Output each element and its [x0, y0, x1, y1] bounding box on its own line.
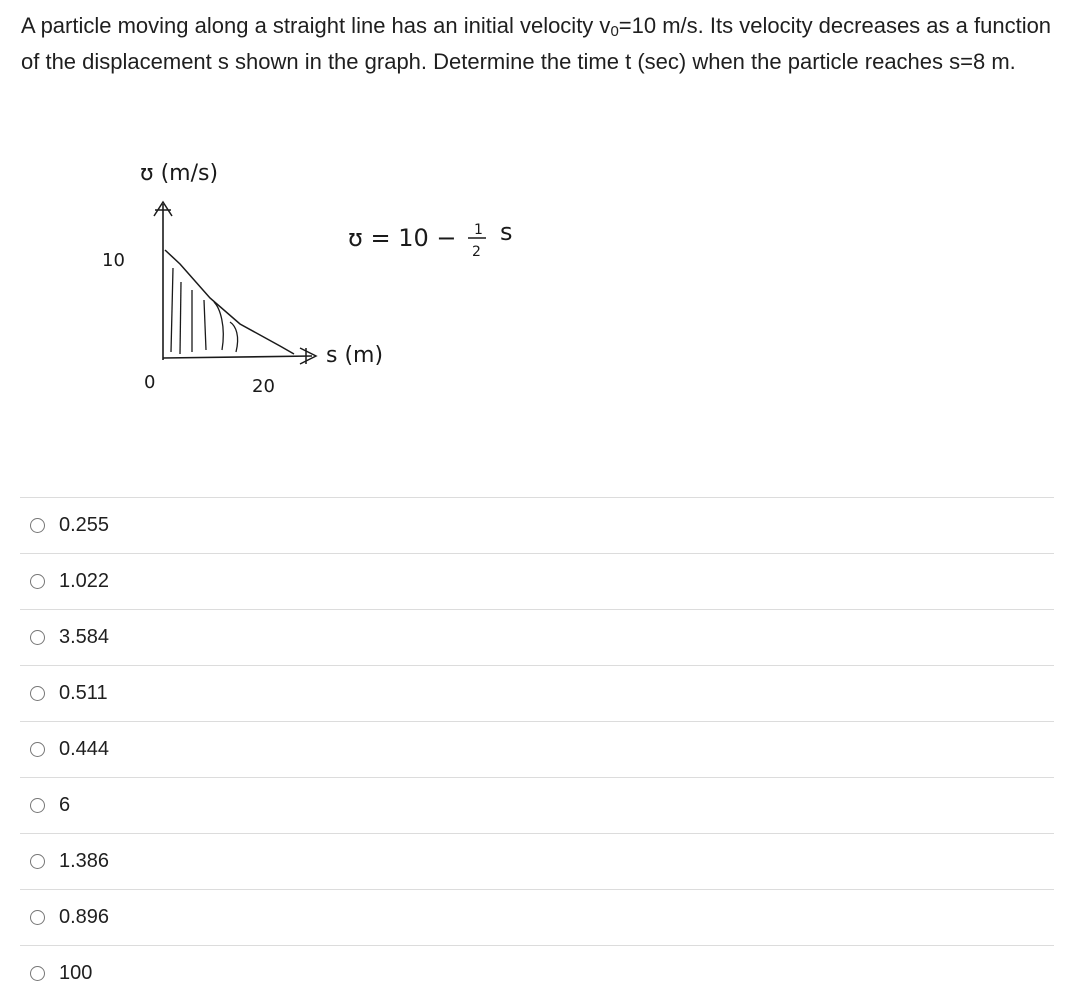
- x-tick-label: 20: [252, 376, 275, 397]
- velocity-graph: [80, 140, 483, 410]
- x-axis-line: [163, 356, 312, 358]
- answer-option-label: 6: [59, 794, 71, 816]
- answer-option-label: 1.022: [59, 570, 110, 592]
- answer-option-label: 0.255: [59, 514, 110, 536]
- answer-option[interactable]: [20, 665, 1054, 721]
- answer-option[interactable]: [20, 777, 1054, 833]
- question-text: [21, 8, 1061, 80]
- question-subscript: 0: [610, 23, 619, 40]
- equation-lhs: ʊ = 10 −: [348, 224, 457, 252]
- answer-option[interactable]: [20, 721, 1054, 777]
- graph-svg: [80, 140, 483, 410]
- equation-variable-wrap: [500, 218, 513, 246]
- y-axis-label: ʊ (m/s): [140, 161, 219, 186]
- question-part-2: =10 m/s. Its velocity decreases as a function of the displacement s shown in the graph. Determine the time t (sec) when the particle reaches s=8 m.: [21, 13, 1052, 74]
- radio-button[interactable]: [30, 966, 45, 981]
- answer-option-label: 0.896: [59, 906, 110, 928]
- answer-option[interactable]: [20, 945, 1054, 1001]
- hatched-area: [171, 268, 238, 354]
- answer-option[interactable]: [20, 609, 1054, 665]
- radio-button[interactable]: [30, 574, 45, 589]
- answer-option[interactable]: [20, 553, 1054, 609]
- answer-option[interactable]: [20, 889, 1054, 945]
- question-part-1: A particle moving along a straight line has an initial velocity v: [21, 13, 611, 38]
- velocity-line: [165, 250, 294, 354]
- answer-option-label: 3.584: [59, 626, 110, 648]
- radio-button[interactable]: [30, 798, 45, 813]
- radio-button[interactable]: [30, 854, 45, 869]
- answer-option-label: 0.511: [59, 682, 108, 704]
- radio-button[interactable]: [30, 630, 45, 645]
- equation-variable: s: [500, 218, 513, 246]
- origin-label: 0: [144, 372, 156, 393]
- equation-denominator: 2: [472, 244, 481, 260]
- answer-option[interactable]: [20, 833, 1054, 889]
- radio-button[interactable]: [30, 686, 45, 701]
- x-axis-label: s (m): [326, 343, 384, 368]
- answer-option-label: 1.386: [59, 850, 110, 872]
- radio-button[interactable]: [30, 910, 45, 925]
- answer-option-label: 100: [59, 962, 93, 984]
- answer-option-label: 0.444: [59, 738, 110, 760]
- radio-button[interactable]: [30, 518, 45, 533]
- y-tick-label: 10: [102, 250, 125, 271]
- answer-option[interactable]: [20, 497, 1054, 553]
- answer-options: [20, 497, 1054, 1001]
- radio-button[interactable]: [30, 742, 45, 757]
- equation-numerator: 1: [474, 222, 483, 238]
